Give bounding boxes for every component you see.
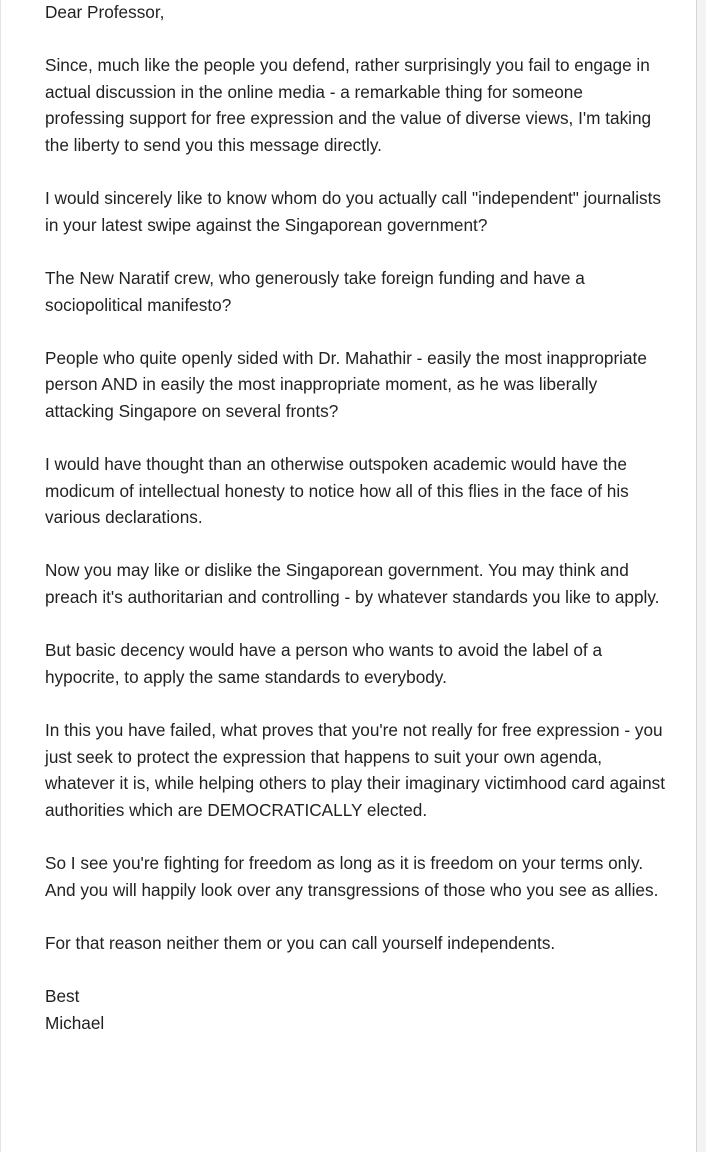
email-paragraph: For that reason neither them or you can call yourself independents. [45,932,556,953]
email-paragraph: I would have thought than an otherwise outspoken academic would have the modicum of intellectual honesty to notice how all of this flies in the face of his various declarations. [45,454,629,528]
email-paragraph: So I see you're fighting for freedom as long as it is freedom on your terms only. And you will happily look over any transgressions of those who you see as allies. [45,853,659,900]
email-paragraph: I would sincerely like to know whom do you actually call "independent" journalists in your latest swipe against the Singaporean government? [45,188,661,235]
email-paragraph: But basic decency would have a person who wants to avoid the label of a hypocrite, to apply the same standards to everybody. [45,640,603,687]
email-signature: Michael [45,1012,105,1033]
email-paragraph: The New Naratif crew, who generously take foreign funding and have a sociopolitical manifesto? [45,267,585,315]
email-paragraph: Now you may like or dislike the Singaporean government. You may think and preach it's authoritarian and controlling - by whatever standards you like to apply. [45,560,660,608]
email-paragraph: In this you have failed, what proves that you're not really for free expression - you just seek to protect the expression that happens to suit your own agenda, whatever it is, while helping others to play their imaginary victimhood card against authorities which are DEMOCRATICALLY elected. [45,720,666,820]
email-paragraph: People who quite openly sided with Dr. Mahathir - easily the most inappropriate person AND in easily the most inappropriate moment, as he was liberally attacking Singapore on several fronts? [45,347,647,421]
email-greeting: Dear Professor, [45,2,165,22]
email-body [45,0,665,1036]
email-closing: Best [45,985,80,1006]
email-paragraph: Since, much like the people you defend, rather surprisingly you fail to engage in actual discussion in the online media - a remarkable thing for someone professing support for free expression and the value of diverse views, I'm taking the liberty to send you this message directly. [45,55,652,155]
window-right-edge [697,0,706,1152]
